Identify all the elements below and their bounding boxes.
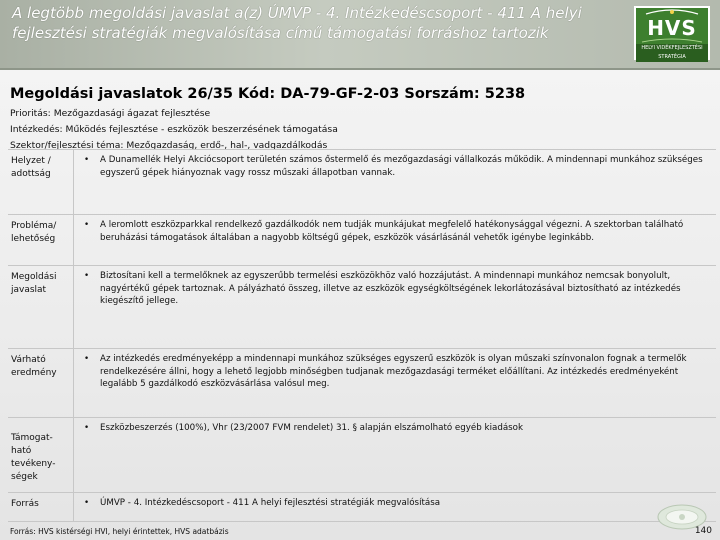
row-text: Biztosítani kell a termelőknek az egyszerűbb termelési eszközökhöz való hozzájutást. A mindennapi munkához nemcsak bonyolult, nagyértékű gépek tartoznak. A pályázható összeg, illetve az eszközök egységköltségének lekorlátozásával biztosítható az intézkedés kiegészítő jellege. (100, 271, 681, 306)
bullet: • (84, 271, 90, 281)
table-row-supported-activities (8, 418, 716, 493)
row-text: Az intézkedés eredményeképp a mindennapi munkához szükséges egyszerű eszközök is olyan műszaki színvonalon fognak a termelők rendelkezésére állni, hogy a lehető legjobb minőségben tudjanak mezőgazdasági terméket előállítani. Az intézkedés eredményeként legalább 5 gazdálkodó eszközvásárlása valósul meg. (100, 354, 687, 389)
logo-subtext: HELYI VIDÉKFEJLESZTÉSI STRATÉGIA (636, 44, 708, 62)
table-row-problem (8, 215, 716, 266)
bullet: • (84, 155, 90, 165)
row-label: Támogat-ható tevékeny-ségek (8, 418, 74, 492)
header-banner (0, 0, 720, 70)
table-row-source (8, 493, 716, 522)
row-content (74, 150, 716, 214)
row-label: Helyzet / adottság (8, 150, 74, 214)
row-text: A leromlott eszközparkkal rendelkező gazdálkodók nem tudják munkájukat megfelelő hatékonysággal végezni. A szektorban található beruházási támogatások általában a nagyobb költségű gépek, eszközök vásárlásánál vehetők igénybe leginkább. (100, 220, 684, 243)
logo-text: HVS (647, 16, 697, 40)
row-label: Probléma/ lehetőség (8, 215, 74, 265)
row-content (74, 349, 716, 417)
meta-sector: Szektor/fejlesztési téma: Mezőgazdaság, erdő-, hal-, vadgazdálkodás (10, 140, 328, 151)
row-label: Várható eredmény (8, 349, 74, 417)
footer-source: Forrás: HVS kistérségi HVI, helyi érintettek, HVS adatbázis (10, 527, 229, 536)
row-content (74, 493, 716, 521)
row-label: Forrás (8, 493, 74, 521)
row-content (74, 215, 716, 265)
solution-table (8, 149, 716, 522)
row-text: A Dunamellék Helyi Akciócsoport területén számos őstermelő és mezőgazdasági vállalkozás működik. A mindennapi munkához szükséges egyszerű gépek hiányoznak vagy rossz műszaki állapotban vannak. (100, 155, 703, 178)
meta-measure: Intézkedés: Működés fejlesztése - eszközök beszerzésének támogatása (10, 124, 338, 135)
row-content (74, 266, 716, 348)
table-row-situation (8, 150, 716, 215)
row-label: Megoldási javaslat (8, 266, 74, 348)
meta-priority: Prioritás: Mezőgazdasági ágazat fejlesztése (10, 108, 211, 119)
meta-block (10, 106, 710, 154)
page-number: 140 (694, 526, 712, 536)
bullet: • (84, 354, 90, 364)
bullet: • (84, 423, 90, 433)
row-content (74, 418, 716, 492)
table-row-solution (8, 266, 716, 349)
table-row-expected-result (8, 349, 716, 418)
hvs-logo (634, 6, 710, 60)
row-text: ÚMVP - 4. Intézkedéscsoport - 411 A helyi fejlesztési stratégiák megvalósítása (100, 498, 441, 508)
header-title: A legtöbb megoldási javaslat a(z) ÚMVP - 4. Intézkedéscsoport - 411 A helyi fejlesztési stratégiák megvalósítása című támogatási forráshoz tartozik (12, 4, 582, 42)
bullet: • (84, 220, 90, 230)
row-text: Eszközbeszerzés (100%), Vhr (23/2007 FVM rendelet) 31. § alapján elszámolható egyéb kiadások (100, 423, 524, 433)
bullet: • (84, 498, 90, 508)
page-title: Megoldási javaslatok 26/35 Kód: DA-79-GF-2-03 Sorszám: 5238 (10, 86, 526, 102)
